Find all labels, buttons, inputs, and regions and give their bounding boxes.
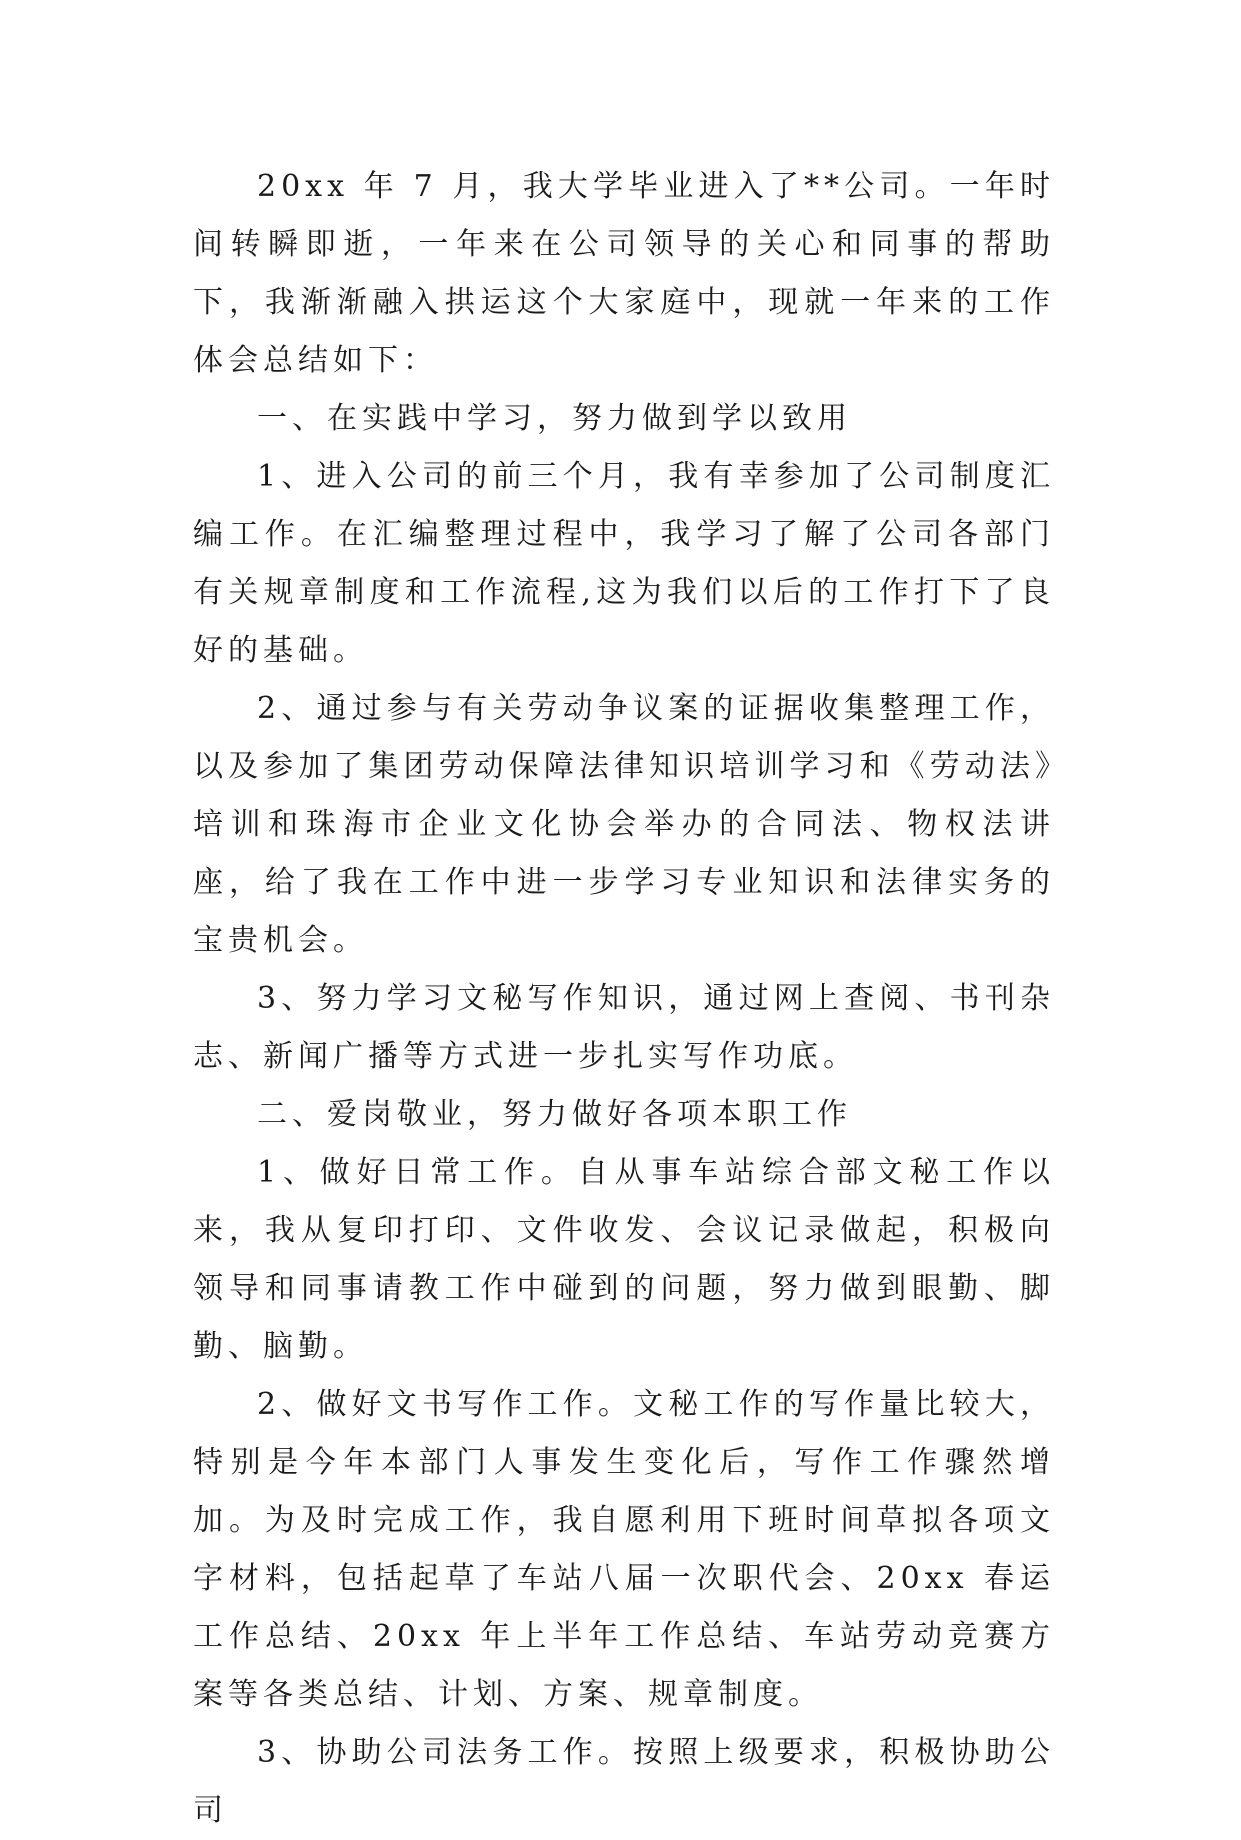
section-2-item-3: 3、协助公司法务工作。按照上级要求，积极协助公司 — [193, 1735, 1055, 1828]
section-1-item-3: 3、努力学习文秘写作知识，通过网上查阅、书刊杂志、新闻广播等方式进一步扎实写作功底。 — [193, 981, 1055, 1074]
section-heading-1: 一、在实践中学习，努力做到学以致用 — [257, 401, 852, 436]
section-2-item-2: 2、做好文书写作工作。文秘工作的写作量比较大，特别是今年本部门人事发生变化后，写作工作骤然增加。为及时完成工作，我自愿利用下班时间草拟各项文字材料，包括起草了车站八届一次职代会、20xx 春运工作总结、20xx 年上半年工作总结、车站劳动竞赛方案等各类总结、计划、方案、规章制度。 — [193, 1387, 1055, 1712]
section-1-item-1: 1、进入公司的前三个月，我有幸参加了公司制度汇编工作。在汇编整理过程中，我学习了解了公司各部门有关规章制度和工作流程,这为我们以后的工作打下了良好的基础。 — [193, 459, 1055, 668]
section-1-item-2: 2、通过参与有关劳动争议案的证据收集整理工作，以及参加了集团劳动保障法律知识培训学习和《劳动法》培训和珠海市企业文化协会举办的合同法、物权法讲座，给了我在工作中进一步学习专业知识和法律实务的宝贵机会。 — [193, 691, 1055, 958]
section-2-item-1: 1、做好日常工作。自从事车站综合部文秘工作以来，我从复印打印、文件收发、会议记录做起，积极向领导和同事请教工作中碰到的问题，努力做到眼勤、脚勤、脑勤。 — [193, 1155, 1055, 1364]
section-heading-2: 二、爱岗敬业，努力做好各项本职工作 — [257, 1097, 852, 1132]
document-body — [193, 158, 1055, 1840]
intro-paragraph: 20xx 年 7 月，我大学毕业进入了**公司。一年时间转瞬即逝，一年来在公司领导的关心和同事的帮助下，我渐渐融入拱运这个大家庭中，现就一年来的工作体会总结如下： — [193, 169, 1055, 378]
